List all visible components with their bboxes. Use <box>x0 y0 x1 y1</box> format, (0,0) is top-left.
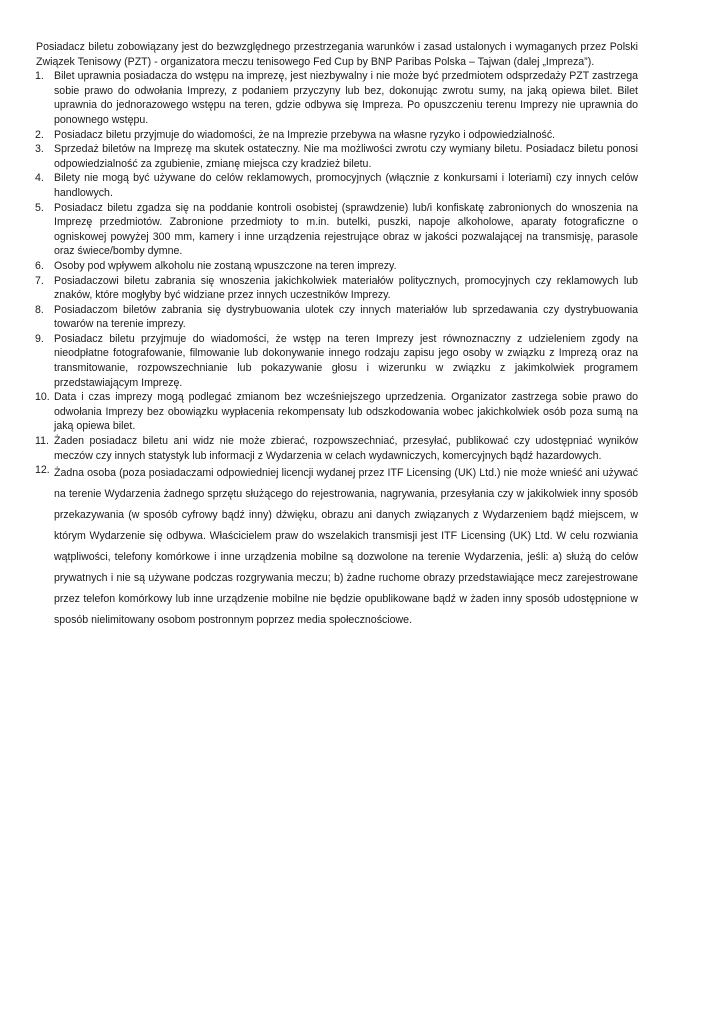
ticket-terms-document <box>36 40 638 631</box>
rule-text: Żaden posiadacz biletu ani widz nie może zbierać, rozpowszechniać, przesyłać, publikować czy udostępniać wyników meczów czy innych statystyk lub informacji z Wydarzenia w celach wydawniczych, komercyjnych bądź hazardowych. <box>54 435 638 462</box>
rule-text: Bilety nie mogą być używane do celów reklamowych, promocyjnych (włącznie z konkursami i loteriami) czy innych celów handlowych. <box>54 172 638 199</box>
rule-number: 10. <box>35 391 50 404</box>
rule-text: Posiadaczom biletów zabrania się dystrybuowania ulotek czy innych materiałów lub sprzedawania czy dystrybuowania towarów na terenie imprezy. <box>54 303 638 331</box>
rule-number: 6. <box>35 259 44 272</box>
rule-item-11 <box>36 434 638 463</box>
rule-item-8 <box>36 303 638 332</box>
rule-item-12 <box>36 463 638 631</box>
rule-item-2 <box>36 128 638 143</box>
rule-number: 5. <box>35 201 44 214</box>
rule-item-5 <box>36 201 638 259</box>
rule-item-4 <box>36 171 638 200</box>
rule-text: Posiadacz biletu przyjmuje do wiadomości, że wstęp na teren Imprezy jest równoznaczny z udzieleniem zgody na nieodpłatne fotografowanie, filmowanie lub dokonywanie innego rodzaju zapisu jego osoby w związku z Imprezą oraz na transmitowanie, rozpowszechnianie lub pokazywanie głosu i wizerunku w związku z jakimkolwiek programem przedstawiającym Imprezę. <box>54 332 638 389</box>
rule-text: Żadna osoba (poza posiadaczami odpowiedniej licencji wydanej przez ITF Licensing (UK) Ltd.) nie może wnieść ani używać na terenie Wydarzenia żadnego sprzętu służącego do rejestrowania, nagrywania, przesyłania czy w jakikolwiek inny sposób przekazywania (w sposób cyfrowy bądź inny) dźwięku, obrazu ani danych związanych z Wydarzeniem bądź miejscem, w którym Wydarzenie się odbywa. Właścicielem praw do wszelakich transmisji jest ITF Licensing (UK) Ltd. W celu rozwiania wątpliwości, telefony komórkowe i inne urządzenia mobilne są dozwolone na terenie Wydarzenia, jeśli: a) służą do celów prywatnych i nie są używane podczas rozgrywania meczu; b) żadne ruchome obrazy przedstawiające mecz zarejestrowane przez telefon komórkowy lub inne urządzenie mobilne nie będzie opublikowane bądź w żaden inny sposób udostępnione w sposób nielimitowany osobom postronnym poprzez media społecznościowe. <box>54 467 638 627</box>
rule-number: 11. <box>35 435 49 448</box>
rule-item-7 <box>36 274 638 303</box>
rule-number: 4. <box>35 172 44 185</box>
rule-item-1 <box>36 69 638 127</box>
rule-item-9 <box>36 332 638 390</box>
rules-list <box>36 69 638 631</box>
rule-number: 8. <box>35 303 44 316</box>
rule-number: 9. <box>35 332 44 345</box>
rule-item-3 <box>36 142 638 171</box>
rule-text: Data i czas imprezy mogą podlegać zmianom bez wcześniejszego uprzedzenia. Organizator zastrzega sobie prawo do odwołania Imprezy bez obowiązku wypłacenia rekompensaty lub odszkodowania wobec jakichkolwiek osób poza sumą na jaką opiewa bilet. <box>54 391 638 433</box>
rule-number: 1. <box>35 70 44 83</box>
rule-text: Osoby pod wpływem alkoholu nie zostaną wpuszczone na teren imprezy. <box>54 259 397 272</box>
intro-paragraph: Posiadacz biletu zobowiązany jest do bezwzględnego przestrzegania warunków i zasad ustalonych i wymaganych przez Polski Związek Tenisowy (PZT) - organizatora meczu tenisowego Fed Cup by BNP Paribas Polska – Tajwan (dalej „Impreza”). <box>36 41 638 68</box>
rule-item-6 <box>36 259 638 274</box>
rule-number: 7. <box>35 274 44 287</box>
rule-number: 3. <box>35 143 44 156</box>
rule-text: Bilet uprawnia posiadacza do wstępu na imprezę, jest niezbywalny i nie może być przedmiotem odsprzedaży PZT zastrzega sobie prawo do odwołania Imprezy, z podaniem przyczyny lub bez, dokonując zwrotu sumy, na jaką opiewa bilet. Bilet uprawnia do jednorazowego wstępu na teren, gdzie odbywa się Impreza. Po opuszczeniu terenu Imprezy nie uprawnia do ponownego wstępu. <box>54 70 638 126</box>
rule-number: 12. <box>35 464 50 477</box>
rule-text: Posiadacz biletu zgadza się na poddanie kontroli osobistej (sprawdzenie) lub/i konfiskatę zabronionych do wnoszenia na Imprezę przedmiotów. Zabronione przedmioty to m.in. butelki, puszki, napoje alkoholowe, aparaty fotograficzne o ogniskowej powyżej 300 mm, kamery i inne urządzenia rejestrujące obraz w jakości pozwalającej na transmisję, parasole oraz świece/bomby dymne. <box>54 201 638 258</box>
rule-number: 2. <box>35 128 44 141</box>
rule-text: Posiadaczowi biletu zabrania się wnoszenia jakichkolwiek materiałów politycznych, promocyjnych czy reklamowych lub znaków, które mogłyby być widziane przez innych uczestników Imprezy. <box>54 274 638 302</box>
rule-item-10 <box>36 390 638 434</box>
rule-text: Sprzedaż biletów na Imprezę ma skutek ostateczny. Nie ma możliwości zwrotu czy wymiany biletu. Posiadacz biletu ponosi odpowiedzialność za zgubienie, zmianę miejsca czy kradzież biletu. <box>54 143 638 170</box>
rule-text: Posiadacz biletu przyjmuje do wiadomości, że na Imprezie przebywa na własne ryzyko i odpowiedzialność. <box>54 128 556 141</box>
